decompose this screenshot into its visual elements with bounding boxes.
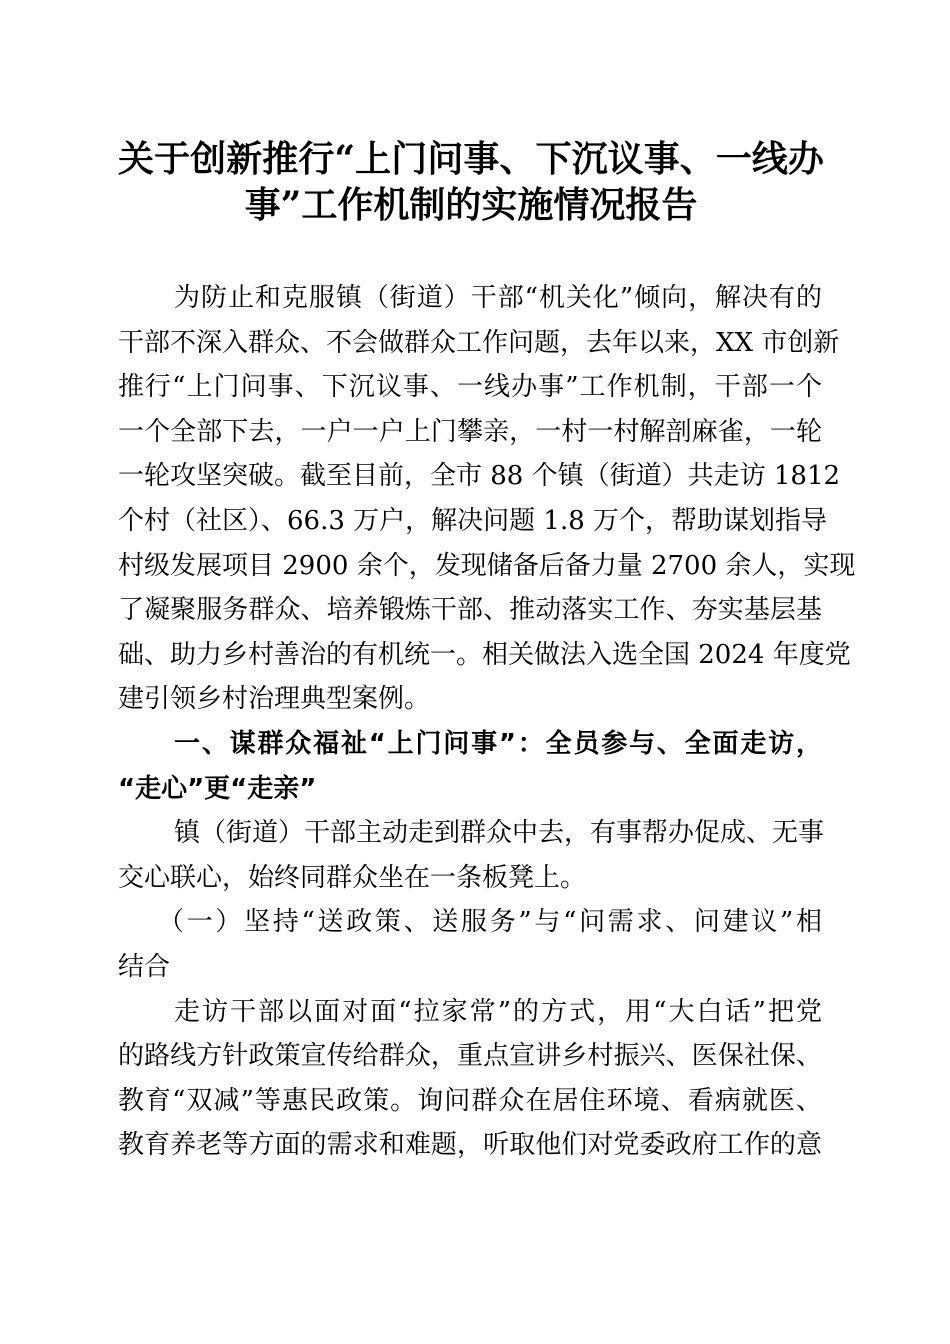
text-line: 一轮攻坚突破。截至目前，全市 88 个镇（街道）共走访 1812 <box>118 461 841 492</box>
document-body <box>118 276 856 1168</box>
text-line: 建引领乡村治理典型案例。 <box>118 684 431 715</box>
text-line: 镇（街道）干部主动走到群众中去，有事帮办促成、无事 <box>174 818 825 849</box>
text-line: 教育养老等方面的需求和难题，听取他们对党委政府工作的意 <box>118 1130 822 1161</box>
section-heading-1 <box>118 722 822 811</box>
text-line: 一个全部下去，一户一户上门攀亲，一村一村解剖麻雀，一轮 <box>118 416 822 447</box>
text-line: 推行“上门问事、下沉议事、一线办事”工作机制，干部一个 <box>118 372 822 403</box>
text-line: 村级发展项目 2900 余个，发现储备后备力量 2700 余人，实现 <box>118 550 856 581</box>
title-line: 事”工作机制的实施情况报告 <box>244 184 698 226</box>
text-line: 础、助力乡村善治的有机统一。相关做法入选全国 2024 年度党 <box>118 639 851 670</box>
document-title <box>118 136 824 228</box>
text-line: 走访干部以面对面“拉家常”的方式，用“大白话”把党 <box>174 996 822 1027</box>
heading-line: 结合 <box>118 951 171 982</box>
subsection1-paragraph <box>118 990 822 1168</box>
heading-line: 一、谋群众福祉“上门问事”：全员参与、全面走访， <box>174 728 822 759</box>
heading-line: “走心”更“走亲” <box>118 773 317 804</box>
section1-paragraph <box>118 811 825 900</box>
text-line: 个村（社区）、66.3 万户，解决问题 1.8 万个，帮助谋划指导 <box>118 505 828 536</box>
text-line: 了凝聚服务群众、培养锻炼干部、推动落实工作、夯实基层基 <box>118 595 822 626</box>
subsection-heading-1 <box>118 900 822 989</box>
heading-line: （一）坚持“送政策、送服务”与“问需求、问建议”相 <box>158 907 822 938</box>
text-line: 交心联心，始终同群众坐在一条板凳上。 <box>118 862 587 893</box>
text-line: 为防止和克服镇（街道）干部“机关化”倾向，解决有的 <box>174 283 822 313</box>
text-line: 的路线方针政策宣传给群众，重点宣讲乡村振兴、医保社保、 <box>118 1041 822 1072</box>
text-line: 干部不深入群众、不会做群众工作问题，去年以来，XX 市创新 <box>118 327 840 358</box>
title-line: 关于创新推行“上门问事、下沉议事、一线办 <box>118 138 824 180</box>
text-line: 教育“双减”等惠民政策。询问群众在居住环境、看病就医、 <box>118 1085 822 1116</box>
intro-paragraph <box>118 276 856 722</box>
